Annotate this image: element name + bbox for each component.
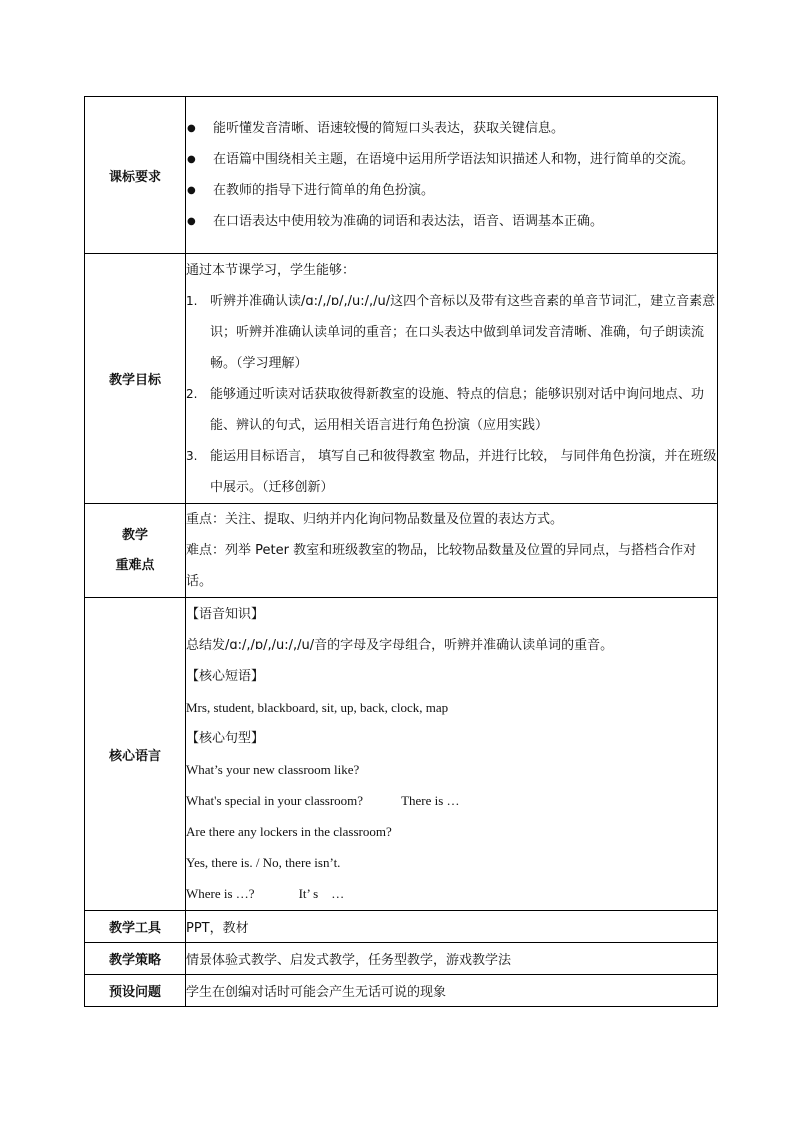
curriculum-item: ● 在教师的指导下进行简单的角色扮演。 [186, 175, 717, 206]
difficulty-content [186, 504, 718, 598]
difficulty-label: 教学 重难点 [85, 504, 186, 598]
curriculum-item: ● 能听懂发音清晰、语速较慢的简短口头表达，获取关键信息。 [186, 113, 717, 144]
core-language-label: 核心语言 [85, 598, 186, 911]
objectives-content [186, 254, 718, 504]
pattern-line: Yes, there is. / No, there isn’t. [186, 855, 341, 870]
phrases-title: 【核心短语】 [186, 669, 265, 684]
problems-row [85, 975, 718, 1007]
objective-item: 3. 能运用目标语言， 填写自己和彼得教室 物品，并进行比较， 与同伴角色扮演，并在班级中展示。（迁移创新） [186, 448, 717, 495]
tools-label: 教学工具 [85, 911, 186, 943]
strategy-row [85, 943, 718, 975]
objectives-intro: 通过本节课学习，学生能够： [186, 262, 356, 278]
curriculum-item: ● 在口语表达中使用较为准确的词语和表达法，语音、语调基本正确。 [186, 206, 717, 237]
pattern-line: Where is …? It’ s … [186, 886, 345, 901]
curriculum-row [85, 97, 718, 254]
objectives-row [85, 254, 718, 504]
pattern-line: Are there any lockers in the classroom? [186, 824, 392, 839]
bullet-icon: ● [187, 216, 196, 227]
objective-item: 1. 听辨并准确认读/ɑ:/,/ɒ/,/u:/,/u/这四个音标以及带有这些音素的单音节词汇，建立音素意识；听辨并准确认读单词的重音；在口头表达中做到单词发音清晰、准确，句子朗读流畅。（学习理解） [186, 293, 716, 371]
phrases-text: Mrs, student, blackboard, sit, up, back, clock, map [186, 700, 449, 715]
bullet-icon: ● [187, 123, 196, 134]
bullet-icon: ● [187, 185, 196, 196]
tools-text: PPT，教材 [186, 911, 718, 943]
objective-item: 2. 能够通过听读对话获取彼得新教室的设施、特点的信息；能够识别对话中询问地点、功能、辨认的句式，运用相关语言进行角色扮演（应用实践） [186, 386, 705, 433]
problems-text: 学生在创编对话时可能会产生无话可说的现象 [186, 975, 718, 1007]
strategy-text: 情景体验式教学、启发式教学，任务型教学，游戏教学法 [186, 943, 718, 975]
phonics-title: 【语音知识】 [186, 607, 265, 622]
pattern-line: What’s your new classroom like? [186, 762, 360, 777]
core-language-content [186, 598, 718, 911]
curriculum-label: 课标要求 [85, 97, 186, 254]
patterns-title: 【核心句型】 [186, 731, 265, 746]
curriculum-content [186, 97, 718, 254]
bullet-icon: ● [187, 154, 196, 165]
difficult-point: 难点：列举 Peter 教室和班级教室的物品，比较物品数量及位置的异同点，与搭档合作对话。 [186, 543, 697, 589]
tools-row [85, 911, 718, 943]
problems-label: 预设问题 [85, 975, 186, 1007]
pattern-line: What's special in your classroom? There is … [186, 793, 460, 808]
core-language-row [85, 598, 718, 911]
phonics-text: 总结发/ɑ:/,/ɒ/,/u:/,/u/音的字母及字母组合，听辨并准确认读单词的重音。 [186, 638, 614, 653]
curriculum-item: ● 在语篇中围绕相关主题，在语境中运用所学语法知识描述人和物，进行简单的交流。 [186, 144, 717, 175]
strategy-label: 教学策略 [85, 943, 186, 975]
key-point: 重点：关注、提取、归纳并内化询问物品数量及位置的表达方式。 [186, 512, 564, 527]
objectives-label: 教学目标 [85, 254, 186, 504]
difficulty-row [85, 504, 718, 598]
lesson-plan-table [84, 96, 718, 1007]
